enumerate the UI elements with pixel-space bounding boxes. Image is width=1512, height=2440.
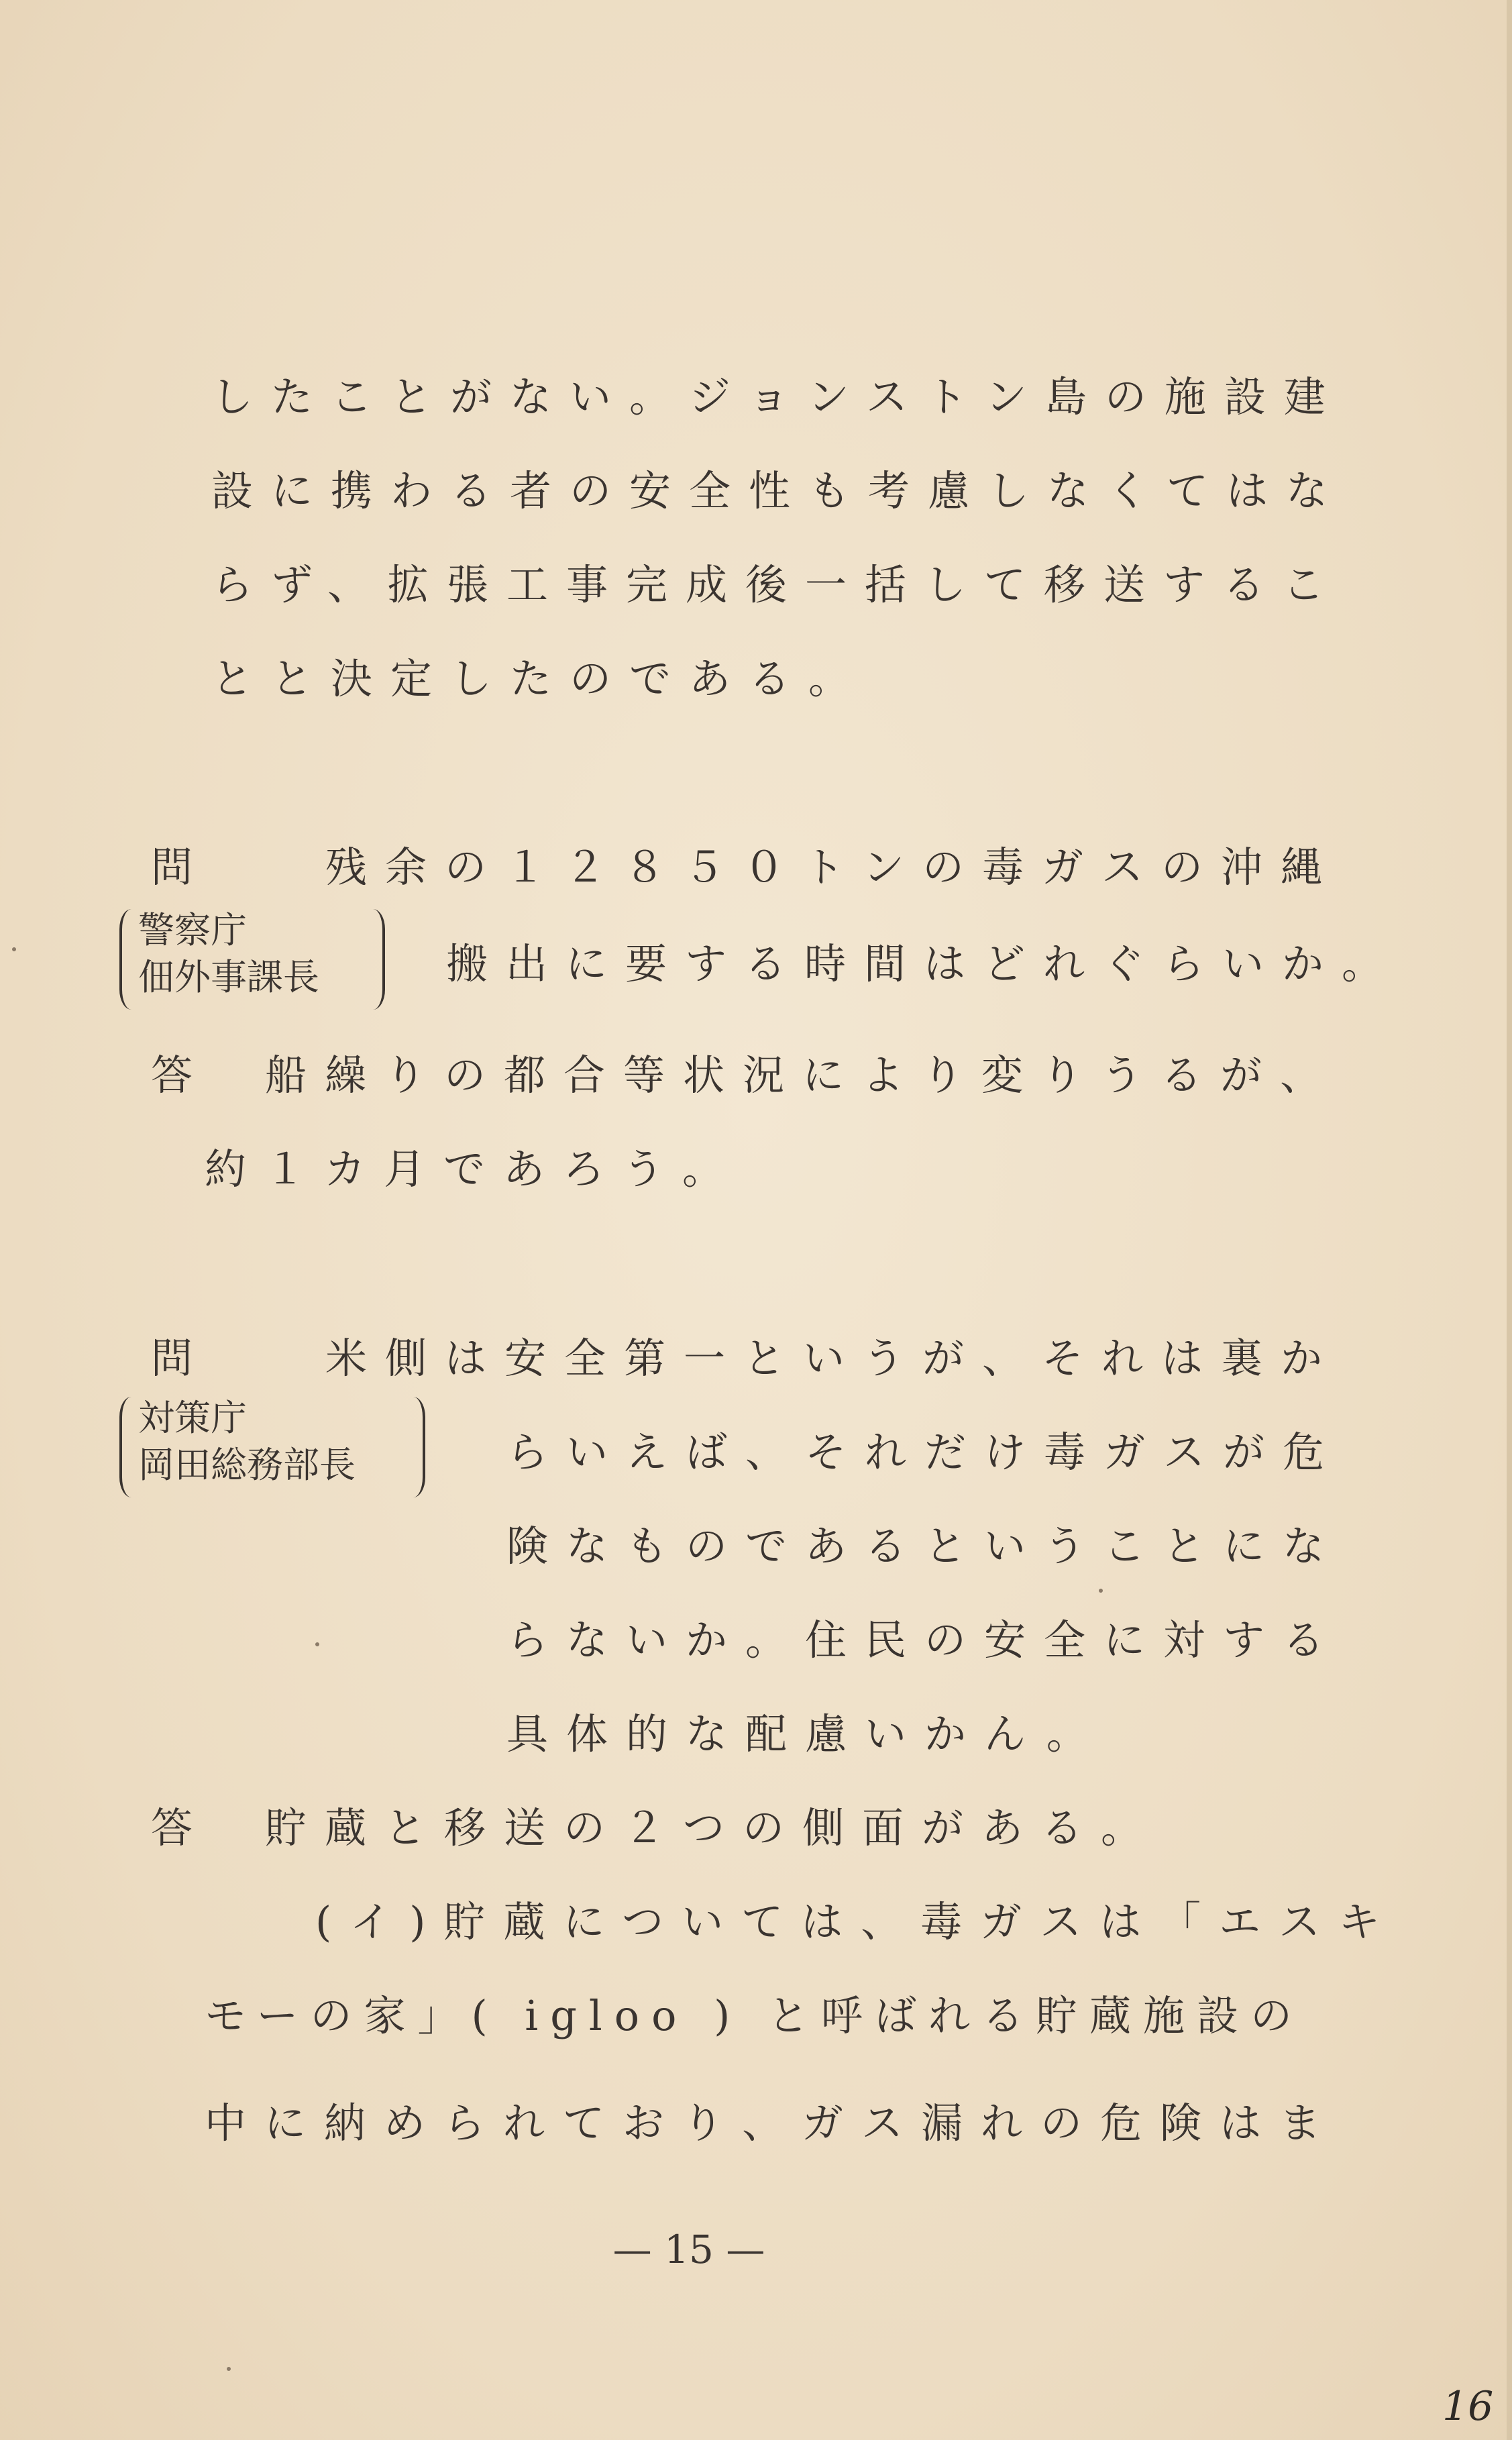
- question-label: 問: [151, 843, 193, 892]
- page-number: — 15 —: [612, 2227, 765, 2272]
- speaker-office: 対策庁: [138, 1397, 247, 1439]
- page-edge: [1507, 0, 1512, 2440]
- qa2-question-line-4: らないか。住民の安全に対する: [506, 1615, 1343, 1664]
- qa1-question-line-2: 搬出に要する時間はどれぐらいか。: [446, 939, 1402, 988]
- speaker-brace-left: [119, 909, 137, 1010]
- scan-speck: [1099, 1589, 1103, 1593]
- qa2-answer-line-4: 中に納められており、ガス漏れの危険はま: [205, 2099, 1340, 2147]
- speaker-brace-left: [119, 1397, 137, 1497]
- qa2-question-line-3: 険なものであるということにな: [506, 1522, 1343, 1571]
- qa2-question-line-1: 米側は安全第一というが、それは裏か: [325, 1334, 1341, 1383]
- paragraph-1-line-3: らず、拡張工事完成後一括して移送するこ: [211, 560, 1343, 609]
- speaker-block: [138, 907, 319, 1001]
- scan-speck: [315, 1642, 319, 1646]
- paragraph-1-line-4: とと決定したのである。: [211, 654, 869, 703]
- paragraph-1-line-2: 設に携わる者の安全性も考慮しなくてはな: [211, 466, 1346, 515]
- qa2-question-line-5: 具体的な配慮いかん。: [506, 1709, 1106, 1758]
- speaker-block: [138, 1395, 356, 1489]
- handwritten-page-annotation: 16: [1442, 2383, 1494, 2430]
- scan-speck: [227, 2367, 231, 2371]
- speaker-brace-right: [368, 909, 385, 1010]
- qa2-answer-line-3: モーの家」( igloo ) と呼ばれる貯蔵施設の: [205, 1991, 1305, 2040]
- qa1-question-line-1: 残余の１２８５０トンの毒ガスの沖縄: [325, 843, 1341, 892]
- qa2-question-line-2: らいえば、それだけ毒ガスが危: [506, 1428, 1343, 1477]
- qa1-answer-line-2: 約１カ月であろう。: [205, 1145, 743, 1194]
- answer-label: 答: [151, 1051, 193, 1100]
- answer-label: 答: [151, 1803, 193, 1852]
- paragraph-1-line-1: したことがない。ジョンストン島の施設建: [211, 372, 1344, 421]
- qa2-answer-line-1: 貯蔵と移送の２つの側面がある。: [265, 1803, 1161, 1852]
- speaker-title: 佃外事課長: [138, 956, 319, 998]
- speaker-office: 警察庁: [138, 909, 247, 951]
- speaker-brace-right: [408, 1397, 425, 1497]
- scan-speck: [12, 947, 16, 951]
- speaker-title: 岡田総務部長: [138, 1444, 356, 1486]
- qa2-answer-line-2: (イ)貯蔵については、毒ガスは「エスキ: [315, 1897, 1399, 1946]
- question-label: 問: [151, 1334, 193, 1383]
- qa1-answer-line-1: 船繰りの都合等状況により変りうるが、: [265, 1051, 1340, 1100]
